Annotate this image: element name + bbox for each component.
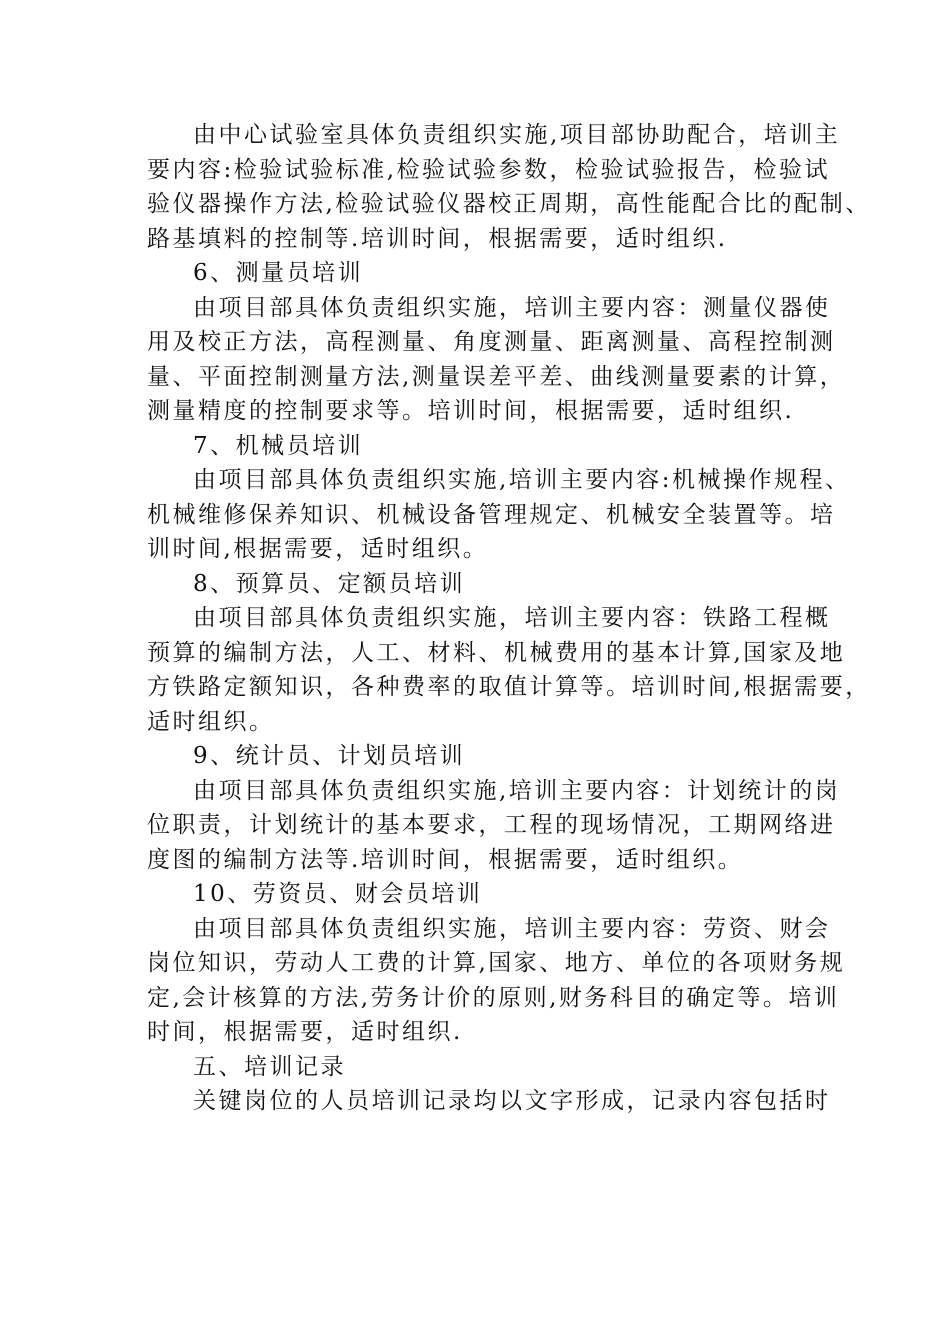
section-heading: 6、测量员培训 <box>193 260 364 286</box>
paragraph-line: 由中心试验室具体负责组织实施,项目部协助配合，培训主 <box>193 122 841 148</box>
paragraph-line: 时间，根据需要，适时组织. <box>147 1019 463 1045</box>
paragraph-line: 定,会计核算的方法,劳务计价的原则,财务科目的确定等。培训 <box>147 984 840 1011</box>
paragraph-line: 由项目部具体负责组织实施，培训主要内容：铁路工程概 <box>193 605 831 631</box>
paragraph-line: 用及校正方法，高程测量、角度测量、距离测量、高程控制测 <box>147 329 836 355</box>
paragraph-line: 预算的编制方法，人工、材料、机械费用的基本计算,国家及地 <box>147 639 846 666</box>
paragraph-line: 适时组织。 <box>147 708 275 735</box>
paragraph-line: 机械维修保养知识、机械设备管理规定、机械安全装置等。培 <box>147 501 836 528</box>
paragraph-line: 由项目部具体负责组织实施，培训主要内容：测量仪器使 <box>193 294 831 321</box>
section-heading: 9、统计员、计划员培训 <box>193 743 466 769</box>
paragraph-line: 路基填料的控制等.培训时间，根据需要，适时组织. <box>147 225 728 252</box>
section-heading: 10、劳资员、财会员培训 <box>193 881 483 907</box>
paragraph-line: 验仪器操作方法,检验试验仪器校正周期，高性能配合比的配制、 <box>147 191 871 217</box>
paragraph-line: 测量精度的控制要求等。培训时间，根据需要，适时组织. <box>147 398 795 424</box>
paragraph-line: 要内容:检验试验标准,检验试验参数，检验试验报告，检验试 <box>147 156 831 183</box>
paragraph-line: 由项目部具体负责组织实施,培训主要内容:机械操作规程、 <box>193 467 851 493</box>
paragraph-line: 度图的编制方法等.培训时间，根据需要，适时组织。 <box>147 846 744 873</box>
document-body <box>147 118 871 1119</box>
paragraph-line: 岗位知识，劳动人工费的计算,国家、地方、单位的各项财务规 <box>147 950 846 976</box>
paragraph-line: 方铁路定额知识，各种费率的取值计算等。培训时间,根据需要， <box>147 674 871 700</box>
paragraph-line: 关键岗位的人员培训记录均以文字形成，记录内容包括时 <box>193 1088 831 1114</box>
paragraph-line: 量、平面控制测量方法,测量误差平差、曲线测量要素的计算， <box>147 363 846 390</box>
paragraph-line: 位职责，计划统计的基本要求，工程的现场情况，工期网络进 <box>147 812 836 838</box>
section-heading: 8、预算员、定额员培训 <box>193 570 466 597</box>
section-heading: 五、培训记录 <box>193 1053 346 1080</box>
section-heading: 7、机械员培训 <box>193 432 364 459</box>
paragraph-line: 训时间,根据需要，适时组织。 <box>147 536 489 562</box>
paragraph-line: 由项目部具体负责组织实施，培训主要内容：劳资、财会 <box>193 915 831 942</box>
paragraph-line: 由项目部具体负责组织实施,培训主要内容：计划统计的岗 <box>193 777 841 804</box>
